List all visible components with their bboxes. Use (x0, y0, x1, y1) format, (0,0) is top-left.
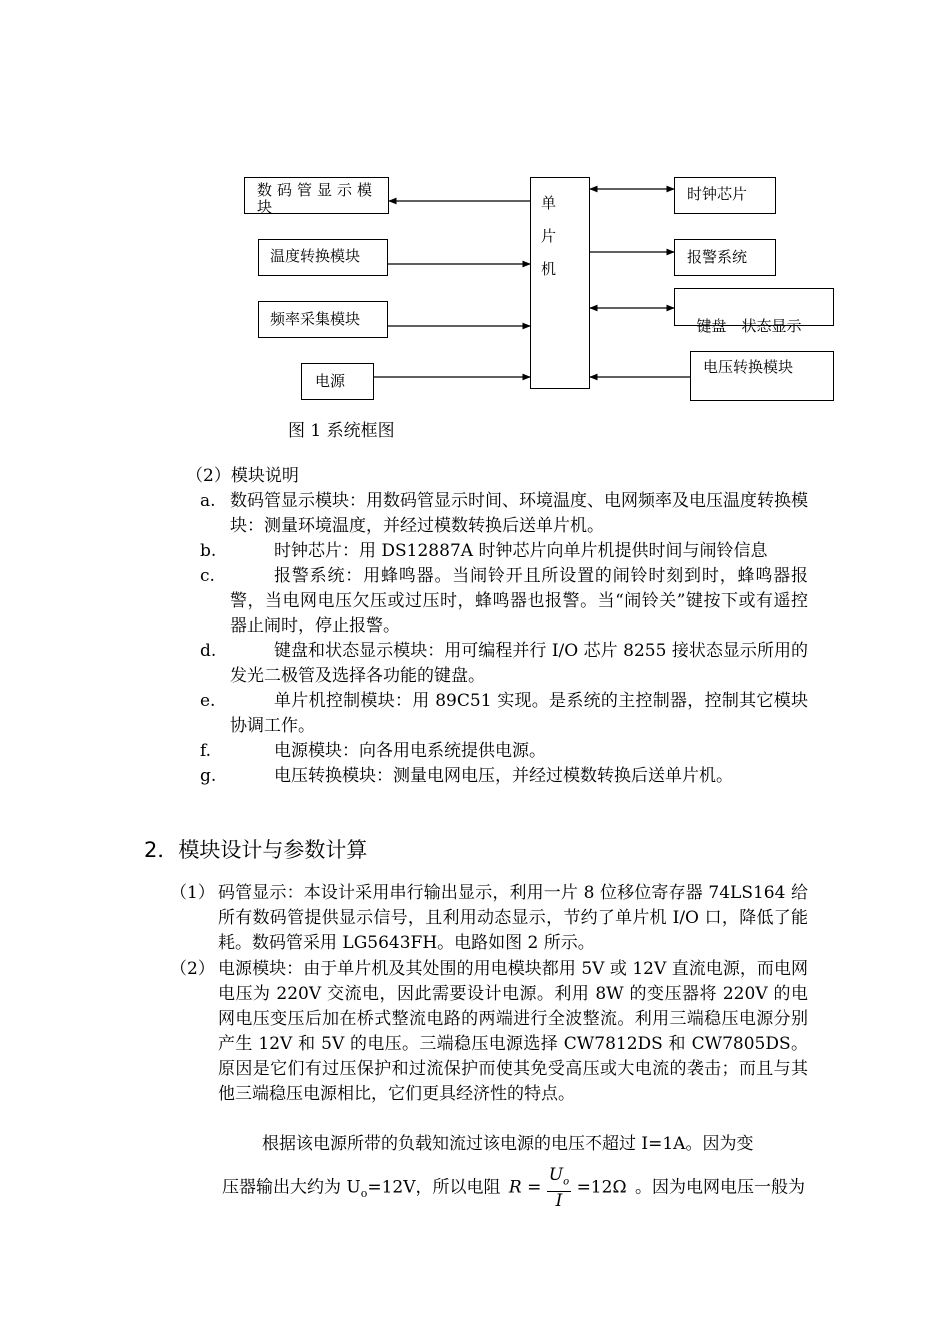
formula-r: R (508, 1177, 522, 1198)
item-text-e: 单片机控制模块：用 89C51 实现。是系统的主控制器，控制其它模块协调工作。 (230, 691, 808, 736)
box-digital-display-label: 数码管显示模块 (257, 181, 378, 216)
calc-line-1: 根据该电源所带的负载知流过该电源的电压不超过 I=1A。因为变 (262, 1134, 754, 1154)
item-text-a: 数码管显示模块：用数码管显示时间、环境温度、电网频率及电压温度转换模块：测量环境温度，并经过模数转换后送单片机。 (230, 491, 808, 536)
box-power (301, 363, 374, 400)
formula-denominator: I (555, 1191, 563, 1212)
calc-text-a: 压器输出大约为 U (222, 1177, 361, 1198)
figure-caption: 图 1 系统框图 (288, 421, 395, 441)
box-power-label: 电源 (315, 372, 346, 390)
item-label-f: f. (200, 741, 212, 761)
numbered-label-2: （2） (170, 959, 215, 979)
box-voltage-label: 电压转换模块 (703, 358, 794, 376)
calc-line-2 (222, 1166, 805, 1210)
formula-u: U (548, 1165, 564, 1185)
box-temp-label: 温度转换模块 (270, 247, 361, 265)
item-label-g: g. (200, 766, 217, 786)
box-keyboard-label: 键盘 状态显示 (696, 317, 802, 335)
formula-result: =12Ω (576, 1177, 627, 1198)
item-text-f: 电源模块：向各用电系统提供电源。 (274, 741, 546, 761)
item-text-b: 时钟芯片：用 DS12887A 时钟芯片向单片机提供时间与闹铃信息 (274, 541, 768, 561)
item-label-e: e. (200, 691, 216, 711)
box-mcu-label: 单片机 (541, 194, 557, 278)
box-temp (258, 239, 388, 276)
box-keyboard (674, 288, 834, 335)
section-heading: 2．模块设计与参数计算 (144, 838, 368, 862)
item-text-g: 电压转换模块：测量电网电压，并经过模数转换后送单片机。 (274, 766, 733, 786)
formula-u-sub: o (563, 1176, 570, 1188)
box-freq (258, 301, 388, 338)
box-clock (674, 177, 776, 214)
numbered-text-2: 电源模块：由于单片机及其处围的用电模块都用 5V 或 12V 直流电源，而电网电压为 220V 交流电，因此需要设计电源。利用 8W 的变压器将 220V 的电网电压变压后加在桥式整流电路的两端进行全波整流。利用三端稳压电源分别产生 12V 和 5V 的电压。三端稳压电源选择 CW7812DS 和 CW7805DS。原因是它们有过压保护和过流保护而使其免受高压或大电流的袭击；而且与其他三端稳压电源相比，它们更具经济性的特点。 (218, 959, 808, 1104)
formula (509, 1166, 627, 1210)
numbered-text-1: 码管显示：本设计采用串行输出显示，利用一片 8 位移位寄存器 74LS164 给所有数码管提供显示信号，且利用动态显示，节约了单片机 I/O 口，降低了能耗。数码管采用 LG5643FH。电路如图 2 所示。 (218, 883, 808, 953)
box-alarm-label: 报警系统 (687, 248, 748, 266)
item-label-c: c. (200, 566, 215, 586)
numbered-label-1: （1） (170, 883, 215, 903)
formula-fraction (547, 1166, 571, 1210)
box-freq-label: 频率采集模块 (270, 310, 361, 328)
box-mcu (530, 177, 590, 389)
formula-numerator (547, 1166, 571, 1192)
box-digital-display (244, 177, 389, 214)
section-intro: （2）模块说明 (186, 466, 299, 486)
box-alarm (674, 239, 776, 276)
formula-eq: = (521, 1177, 542, 1198)
item-text-d: 键盘和状态显示模块：用可编程并行 I/O 芯片 8255 接状态显示所用的发光二极管及选择各功能的键盘。 (230, 641, 808, 686)
box-voltage (690, 351, 834, 401)
item-label-d: d. (200, 641, 217, 661)
item-text-c: 报警系统：用蜂鸣器。当闹铃开且所设置的闹铃时刻到时，蜂鸣器报警，当电网电压欠压或过压时，蜂鸣器也报警。当“闹铃关”键按下或有遥控器止闹时，停止报警。 (230, 566, 808, 636)
item-label-a: a. (200, 491, 216, 511)
calc-text-b: =12V，所以电阻 (367, 1177, 501, 1198)
calc-text-c: 。因为电网电压一般为 (634, 1177, 805, 1198)
calc-sub-o: o (360, 1187, 368, 1201)
item-label-b: b. (200, 541, 217, 561)
box-clock-label: 时钟芯片 (687, 185, 748, 203)
